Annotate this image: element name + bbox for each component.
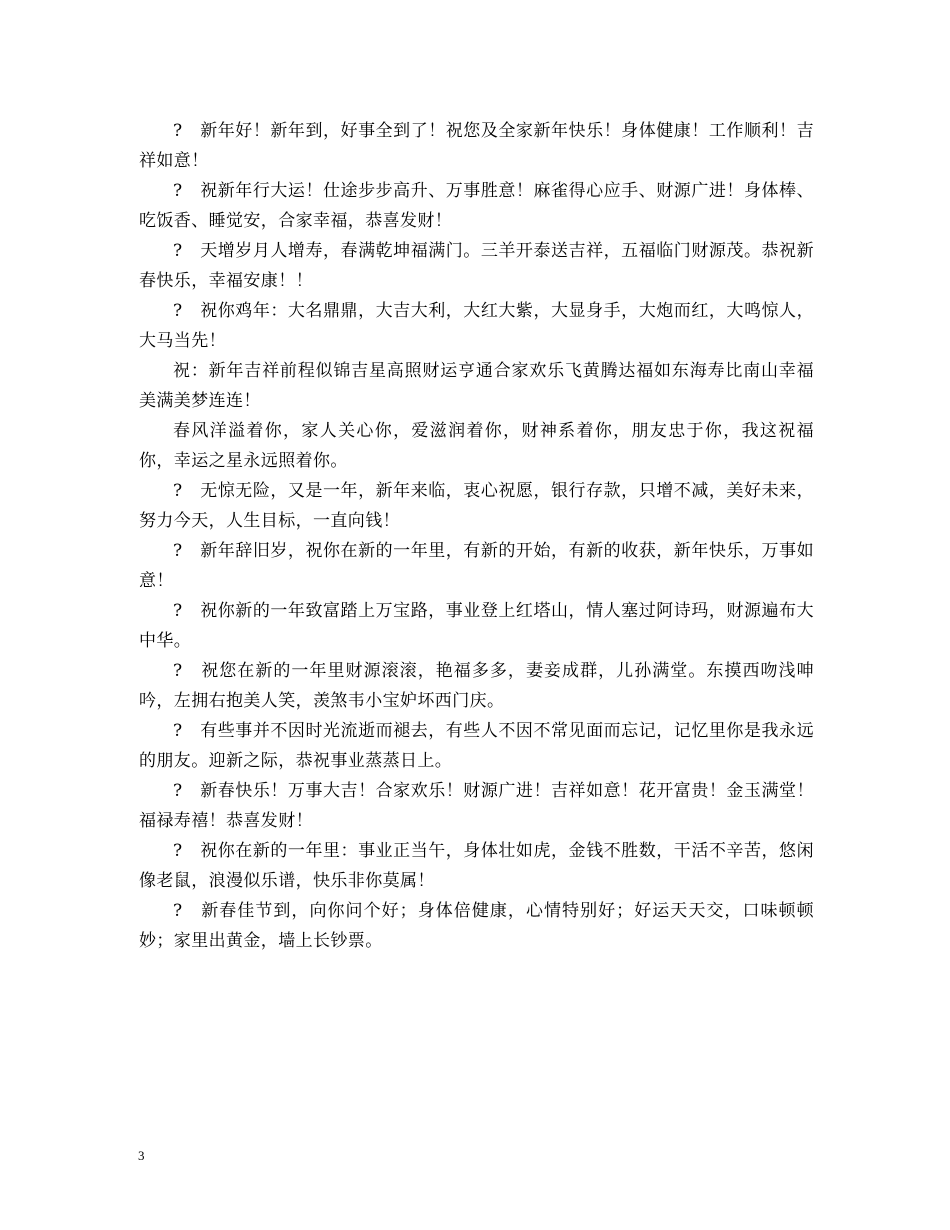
paragraph-7: ? 无惊无险，又是一年，新年来临，衷心祝愿，银行存款，只增不减，美好未来，努力今天，人生目标，一直向钱！ [139, 481, 814, 531]
paragraph-2: ? 祝新年行大运！仕途步步高升、万事胜意！麻雀得心应手、财源广进！身体棒、吃饭香、睡觉安，合家幸福，恭喜发财！ [139, 181, 814, 231]
paragraph-9: ? 祝你新的一年致富踏上万宝路，事业登上红塔山，情人塞过阿诗玛，财源遍布大中华。 [139, 601, 814, 651]
paragraph-6: 春风洋溢着你，家人关心你，爱滋润着你，财神系着你，朋友忠于你，我这祝福你，幸运之星永远照着你。 [139, 421, 814, 471]
paragraph-11: ? 有些事并不因时光流逝而褪去，有些人不因不常见面而忘记，记忆里你是我永远的朋友。迎新之际，恭祝事业蒸蒸日上。 [139, 721, 814, 771]
paragraph-4: ? 祝你鸡年：大名鼎鼎，大吉大利，大红大紫，大显身手，大炮而红，大鸣惊人，大马当先！ [139, 301, 814, 351]
document-body [139, 116, 814, 956]
page-number: 3 [138, 1148, 145, 1163]
paragraph-3: ? 天增岁月人增寿，春满乾坤福满门。三羊开泰送吉祥，五福临门财源茂。恭祝新春快乐，幸福安康！！ [139, 241, 814, 291]
paragraph-1: ? 新年好！新年到，好事全到了！祝您及全家新年快乐！身体健康！工作顺利！吉祥如意！ [139, 121, 814, 171]
paragraph-5: 祝：新年吉祥前程似锦吉星高照财运亨通合家欢乐飞黄腾达福如东海寿比南山幸福美满美梦连连！ [139, 361, 814, 411]
paragraph-13: ? 祝你在新的一年里：事业正当午，身体壮如虎，金钱不胜数，干活不辛苦，悠闲像老鼠，浪漫似乐谱，快乐非你莫属！ [139, 841, 814, 891]
paragraph-10: ? 祝您在新的一年里财源滚滚，艳福多多，妻妾成群，儿孙满堂。东摸西吻浅呻吟，左拥右抱美人笑，羡煞韦小宝妒坏西门庆。 [139, 661, 814, 711]
paragraph-8: ? 新年辞旧岁，祝你在新的一年里，有新的开始，有新的收获，新年快乐，万事如意！ [139, 541, 814, 591]
paragraph-14: ? 新春佳节到，向你问个好；身体倍健康，心情特别好；好运天天交，口味顿顿妙；家里出黄金，墙上长钞票。 [139, 901, 814, 951]
paragraph-12: ? 新春快乐！万事大吉！合家欢乐！财源广进！吉祥如意！花开富贵！金玉满堂！福禄寿禧！恭喜发财！ [139, 781, 814, 831]
